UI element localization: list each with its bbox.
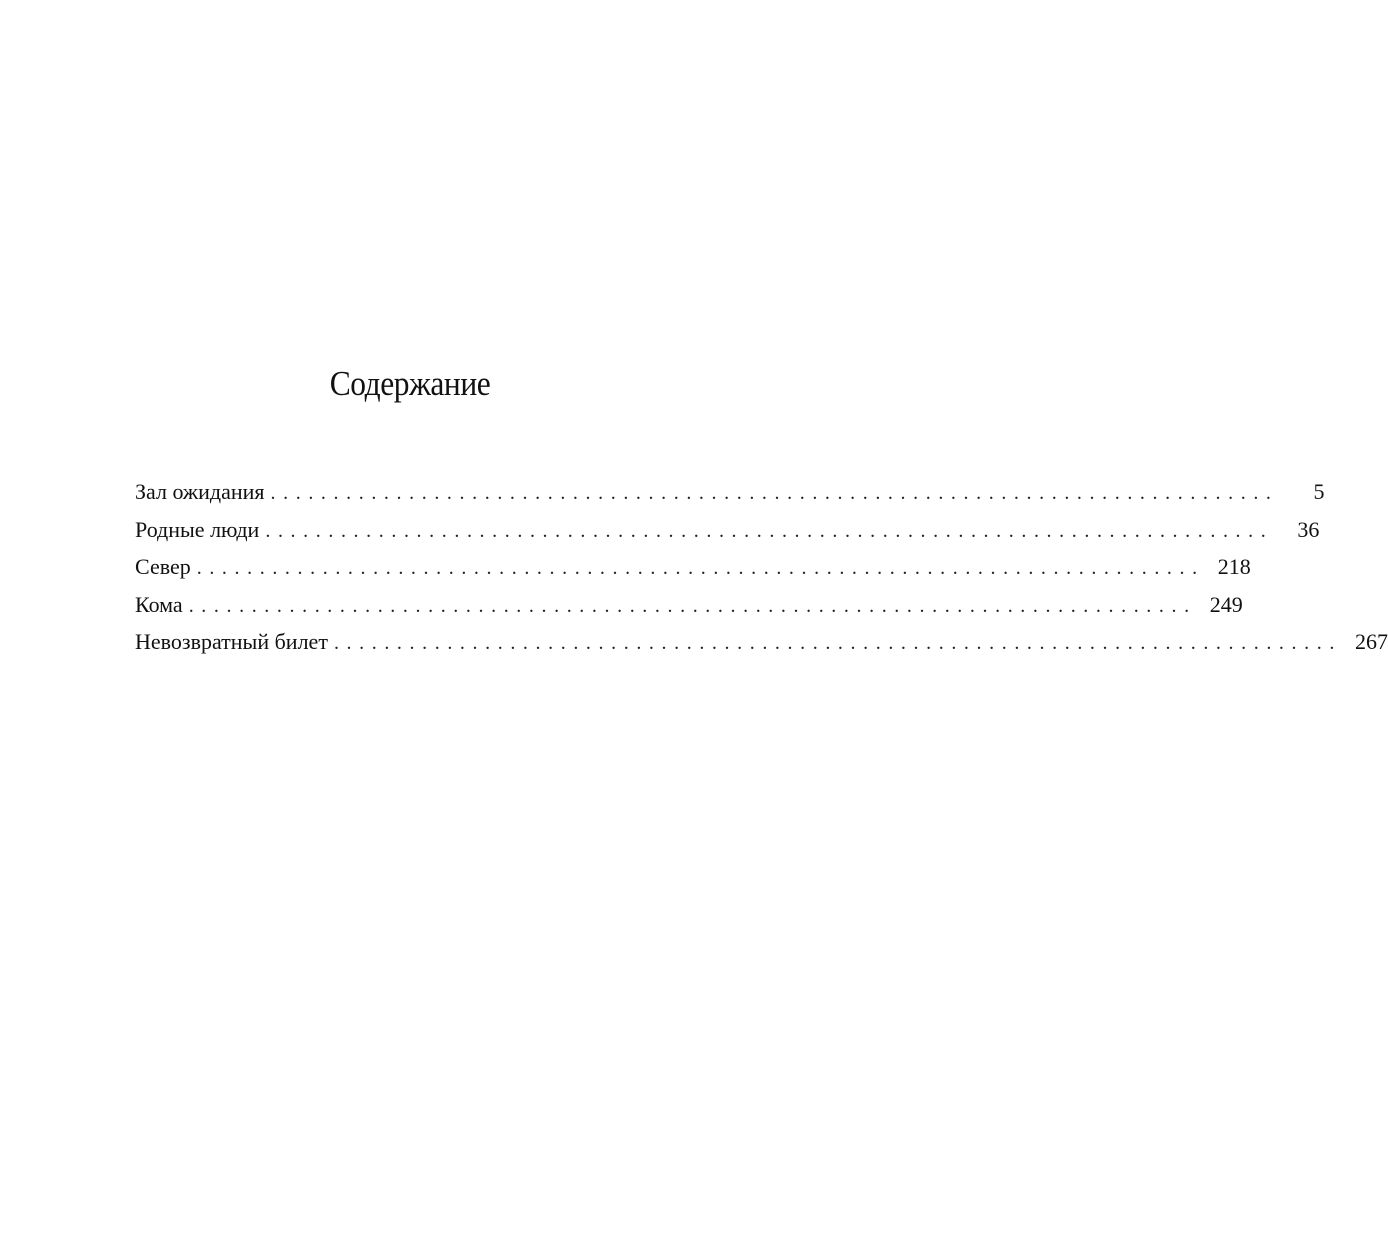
toc-page-number: 36 [1297,516,1320,542]
dot-leader: ................................................................................ [270,482,1279,504]
toc-entry-title: Зал ожидания [135,479,265,504]
toc-entry-nevozvratnyy-bilet[interactable] [135,623,1388,661]
toc-page-number: 218 [1217,554,1251,579]
toc-entry-title: Кома [135,591,183,617]
toc-page-number: 267 [1354,629,1388,654]
dot-leader: ................................................................................ [188,594,1197,617]
dot-leader: ................................................................................ [196,557,1205,579]
toc-entry-title: Север [135,554,191,579]
table-of-contents [135,473,1388,661]
toc-entry-title: Родные люди [135,516,260,542]
dot-leader: ................................................................................ [265,519,1274,542]
page-title: Содержание [329,364,491,403]
toc-entry-zal-ozhidaniya[interactable] [135,473,1325,511]
toc-entry-title: Невозвратный билет [135,629,328,654]
toc-page-number: 249 [1209,591,1243,617]
toc-entry-sever[interactable] [135,548,1251,586]
dot-leader: ................................................................................ [333,632,1342,654]
toc-entry-rodnye-lyudi[interactable] [135,511,1320,549]
toc-page-number: 5 [1313,479,1325,504]
toc-entry-koma[interactable] [135,586,1243,624]
